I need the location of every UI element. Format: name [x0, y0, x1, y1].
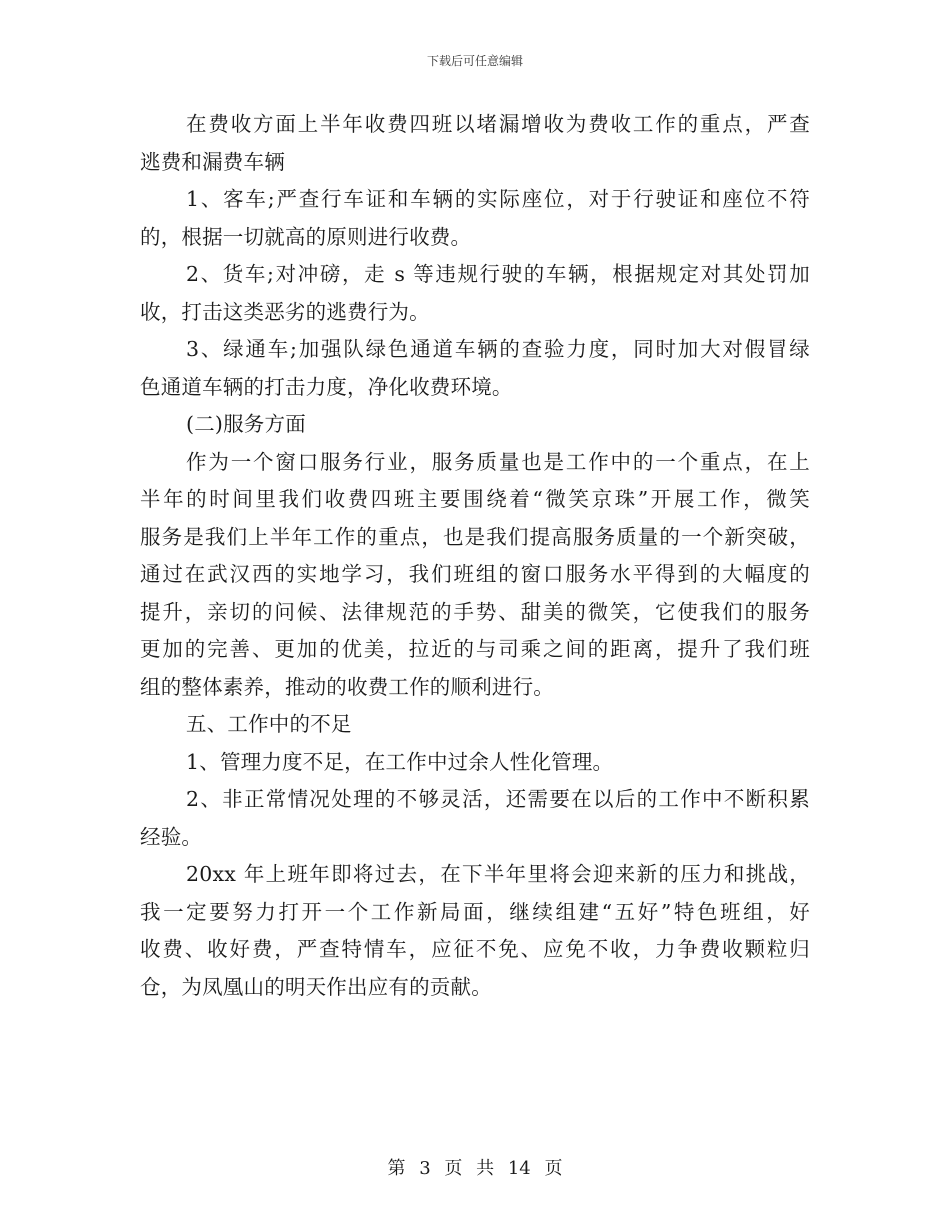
body-text: [140, 106, 810, 1006]
text-line: 2、货车;对冲磅，走 s 等违规行驶的车辆，根据规定对其处罚加: [186, 262, 810, 286]
text-line: 逃费和漏费车辆: [140, 149, 285, 174]
text-line: 3、绿通车;加强队绿色通道车辆的查验力度，同时加大对假冒绿: [186, 337, 810, 361]
page-number: 第 3 页 共 14 页: [387, 1158, 563, 1179]
header-note: 下载后可任意编辑: [426, 54, 523, 68]
text-line: 半年的时间里我们收费四班主要围绕着“微笑京珠”开展工作，微笑: [140, 487, 810, 511]
text-line: 收，打击这类恶劣的逃费行为。: [140, 299, 430, 324]
text-line: 的，根据一切就高的原则进行收费。: [140, 224, 472, 249]
text-line: 经验。: [140, 824, 203, 849]
text-line: 1、管理力度不足，在工作中过余人性化管理。: [186, 749, 614, 774]
text-line: 提升，亲切的问候、法律规范的手势、甜美的微笑，它使我们的服务: [140, 599, 810, 624]
section-heading: (二)服务方面: [186, 412, 306, 436]
text-line: 更加的完善、更加的优美，拉近的与司乘之间的距离，提升了我们班: [140, 637, 810, 661]
text-line: 服务是我们上半年工作的重点，也是我们提高服务质量的一个新突破，: [140, 524, 810, 549]
text-line: 2、非正常情况处理的不够灵活，还需要在以后的工作中不断积累: [186, 787, 810, 811]
text-line: 20xx 年上班年即将过去，在下半年里将会迎来新的压力和挑战，: [186, 862, 810, 886]
text-line: 色通道车辆的打击力度，净化收费环境。: [140, 374, 513, 399]
text-line: 仓，为凤凰山的明天作出应有的贡献。: [140, 974, 492, 999]
text-line: 作为一个窗口服务行业，服务质量也是工作中的一个重点，在上: [186, 449, 810, 474]
text-line: 收费、收好费，严查特情车，应征不免、应免不收，力争费收颗粒归: [140, 937, 810, 961]
text-line: 在费收方面上半年收费四班以堵漏增收为费收工作的重点，严查: [186, 112, 810, 136]
text-line: 通过在武汉西的实地学习，我们班组的窗口服务水平得到的大幅度的: [140, 562, 810, 586]
section-heading: 五、工作中的不足: [186, 712, 352, 736]
text-line: 组的整体素养，推动的收费工作的顺利进行。: [140, 674, 554, 699]
text-line: 1、客车;严查行车证和车辆的实际座位，对于行驶证和座位不符: [186, 187, 810, 211]
text-line: 我一定要努力打开一个工作新局面，继续组建“五好”特色班组，好: [140, 899, 810, 924]
